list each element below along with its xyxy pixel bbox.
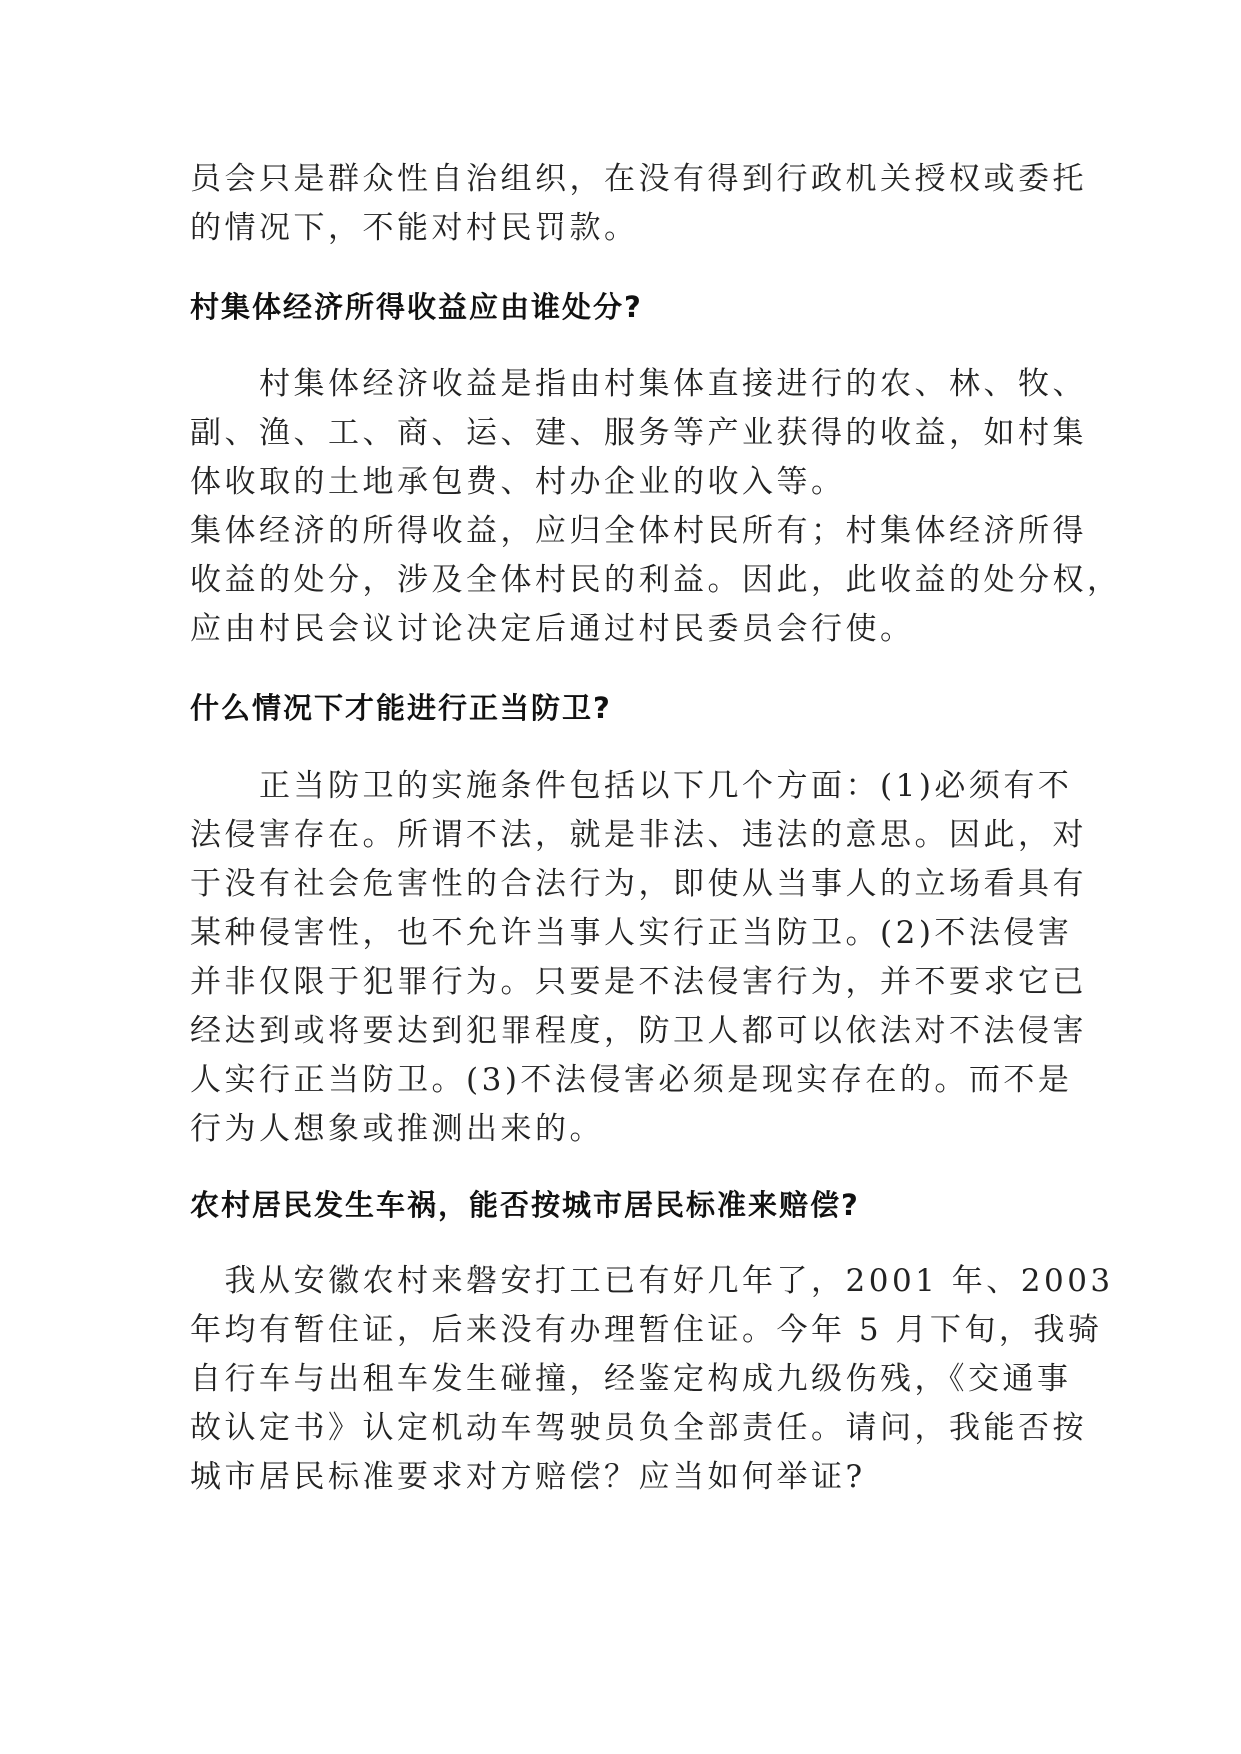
intro-paragraph xyxy=(190,155,1087,253)
paragraph-line: 副、渔、工、商、运、建、服务等产业获得的收益，如村集 xyxy=(190,415,1087,451)
section-3-title xyxy=(190,1185,1050,1225)
section-heading: 什么情况下才能进行正当防卫? xyxy=(190,691,612,725)
paragraph-line: 行为人想象或推测出来的。 xyxy=(190,1111,604,1147)
paragraph-line: 城市居民标准要求对方赔偿？应当如何举证? xyxy=(190,1459,866,1495)
section-2-body xyxy=(190,762,1087,1154)
paragraph-line: 经达到或将要达到犯罪程度，防卫人都可以依法对不法侵害 xyxy=(190,1013,1087,1049)
paragraph-line: 我从安徽农村来磐安打工已有好几年了，2001 年、2003 xyxy=(190,1263,1114,1299)
section-heading: 农村居民发生车祸，能否按城市居民标准来赔偿? xyxy=(190,1188,860,1222)
paragraph-line: 自行车与出租车发生碰撞，经鉴定构成九级伤残，《交通事 xyxy=(190,1361,1072,1397)
section-2-title xyxy=(190,688,1050,728)
paragraph-line: 人实行正当防卫。(3)不法侵害必须是现实存在的。而不是 xyxy=(190,1062,1073,1098)
paragraph-line: 并非仅限于犯罪行为。只要是不法侵害行为，并不要求它已 xyxy=(190,964,1087,1000)
paragraph-line: 收益的处分，涉及全体村民的利益。因此，此收益的处分权， xyxy=(190,562,1122,598)
paragraph-line: 故认定书》认定机动车驾驶员负全部责任。请问，我能否按 xyxy=(190,1410,1087,1446)
paragraph-line: 集体经济的所得收益，应归全体村民所有；村集体经济所得 xyxy=(190,513,1087,549)
section-1-body xyxy=(190,360,1122,654)
paragraph-line: 于没有社会危害性的合法行为，即使从当事人的立场看具有 xyxy=(190,866,1087,902)
paragraph-line: 应由村民会议讨论决定后通过村民委员会行使。 xyxy=(190,611,915,647)
paragraph-line: 员会只是群众性自治组织，在没有得到行政机关授权或委托 xyxy=(190,161,1087,197)
paragraph-line: 的情况下，不能对村民罚款。 xyxy=(190,210,639,246)
paragraph-line: 法侵害存在。所谓不法，就是非法、违法的意思。因此，对 xyxy=(190,817,1087,853)
paragraph-line: 某种侵害性，也不允许当事人实行正当防卫。(2)不法侵害 xyxy=(190,915,1073,951)
paragraph-line: 年均有暂住证，后来没有办理暂住证。今年 5 月下旬，我骑 xyxy=(190,1312,1103,1348)
paragraph-line: 正当防卫的实施条件包括以下几个方面：(1)必须有不 xyxy=(190,768,1073,804)
section-1-title xyxy=(190,287,1050,327)
section-heading: 村集体经济所得收益应由谁处分? xyxy=(190,290,643,324)
section-3-body xyxy=(190,1257,1114,1502)
paragraph-line: 村集体经济收益是指由村集体直接进行的农、林、牧、 xyxy=(190,366,1087,402)
paragraph-line: 体收取的土地承包费、村办企业的收入等。 xyxy=(190,464,846,500)
